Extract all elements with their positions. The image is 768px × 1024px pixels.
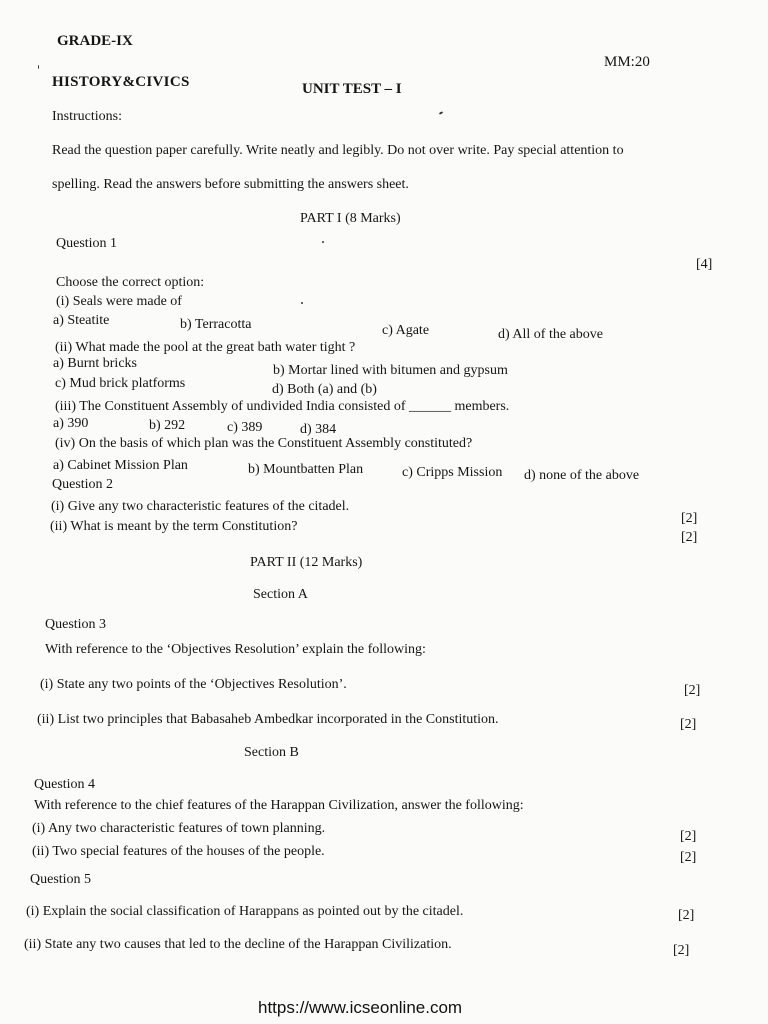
- section-a-heading: Section A: [253, 587, 308, 602]
- max-marks: MM:20: [604, 54, 650, 70]
- question-1-prompt: Choose the correct option:: [56, 275, 205, 290]
- question-3-prompt: With reference to the ‘Objectives Resolution’ explain the following:: [45, 642, 426, 657]
- scan-speck: [322, 241, 324, 243]
- question-1-marks: [4]: [696, 257, 713, 272]
- question-5-label: Question 5: [30, 872, 92, 887]
- q3-item-2-marks: [2]: [680, 717, 697, 732]
- instructions-line-1: Read the question paper carefully. Write neatly and legibly. Do not over write. Pay special attention to: [52, 143, 624, 158]
- q2-item-2-marks: [2]: [681, 530, 698, 545]
- q1-item-1-option-c: c) Agate: [382, 323, 430, 338]
- scan-speck: [38, 65, 39, 69]
- question-2-label: Question 2: [52, 477, 114, 492]
- question-1-label: Question 1: [56, 236, 118, 251]
- instructions-line-2: spelling. Read the answers before submitting the answers sheet.: [52, 177, 409, 192]
- q1-item-1-question: (i) Seals were made of: [56, 294, 182, 309]
- q3-item-2: (ii) List two principles that Babasaheb Ambedkar incorporated in the Constitution.: [37, 712, 499, 727]
- q1-item-3-option-b: b) 292: [149, 418, 186, 433]
- question-4-label: Question 4: [34, 777, 96, 792]
- q1-item-1-option-a: a) Steatite: [53, 313, 110, 328]
- q1-item-4-option-a: a) Cabinet Mission Plan: [53, 458, 188, 473]
- q5-item-2: (ii) State any two causes that led to the decline of the Harappan Civilization.: [24, 937, 452, 952]
- q5-item-2-marks: [2]: [673, 943, 690, 958]
- section-b-heading: Section B: [244, 745, 299, 760]
- q1-item-3-question: (iii) The Constituent Assembly of undivided India consisted of ______ members.: [55, 399, 510, 414]
- q2-item-1: (i) Give any two characteristic features of the citadel.: [51, 499, 350, 514]
- q1-item-1-option-d: d) All of the above: [498, 327, 603, 342]
- q5-item-1-marks: [2]: [678, 908, 695, 923]
- q4-item-1-marks: [2]: [680, 829, 697, 844]
- q1-item-3-option-d: d) 384: [300, 422, 337, 437]
- q1-item-2-option-d: d) Both (a) and (b): [272, 382, 377, 397]
- question-3-label: Question 3: [45, 617, 107, 632]
- q1-item-4-question: (iv) On the basis of which plan was the Constituent Assembly constituted?: [55, 436, 473, 451]
- q1-item-2-option-c: c) Mud brick platforms: [55, 376, 186, 391]
- part1-heading: PART I (8 Marks): [300, 211, 401, 226]
- q4-item-1: (i) Any two characteristic features of town planning.: [32, 821, 326, 836]
- q1-item-2-option-b: b) Mortar lined with bitumen and gypsum: [273, 363, 508, 378]
- q2-item-2: (ii) What is meant by the term Constitution?: [50, 519, 298, 534]
- part2-heading: PART II (12 Marks): [250, 555, 363, 570]
- q1-item-2-question: (ii) What made the pool at the great bath water tight ?: [55, 340, 356, 355]
- scan-speck: [439, 111, 443, 115]
- test-title: UNIT TEST – I: [302, 81, 402, 97]
- q3-item-1-marks: [2]: [684, 683, 701, 698]
- q3-item-1: (i) State any two points of the ‘Objectives Resolution’.: [40, 677, 347, 692]
- q4-item-2-marks: [2]: [680, 850, 697, 865]
- q1-item-1-option-b: b) Terracotta: [180, 317, 252, 332]
- q1-item-2-option-a: a) Burnt bricks: [53, 356, 137, 371]
- grade-label: GRADE-IX: [57, 33, 133, 49]
- q5-item-1: (i) Explain the social classification of Harappans as pointed out by the citadel.: [26, 904, 464, 919]
- q1-item-4-option-c: c) Cripps Mission: [402, 465, 503, 480]
- q1-item-3-option-a: a) 390: [53, 416, 89, 431]
- q1-item-4-option-d: d) none of the above: [524, 468, 640, 483]
- q1-item-3-option-c: c) 389: [227, 420, 263, 435]
- footer-url[interactable]: https://www.icseonline.com: [258, 998, 463, 1017]
- q4-item-2: (ii) Two special features of the houses of the people.: [32, 844, 325, 859]
- scan-speck: [301, 302, 303, 304]
- question-4-prompt: With reference to the chief features of the Harappan Civilization, answer the following:: [34, 798, 524, 813]
- instructions-label: Instructions:: [52, 109, 122, 124]
- q2-item-1-marks: [2]: [681, 511, 698, 526]
- q1-item-4-option-b: b) Mountbatten Plan: [248, 462, 364, 477]
- subject-label: HISTORY&CIVICS: [52, 74, 190, 90]
